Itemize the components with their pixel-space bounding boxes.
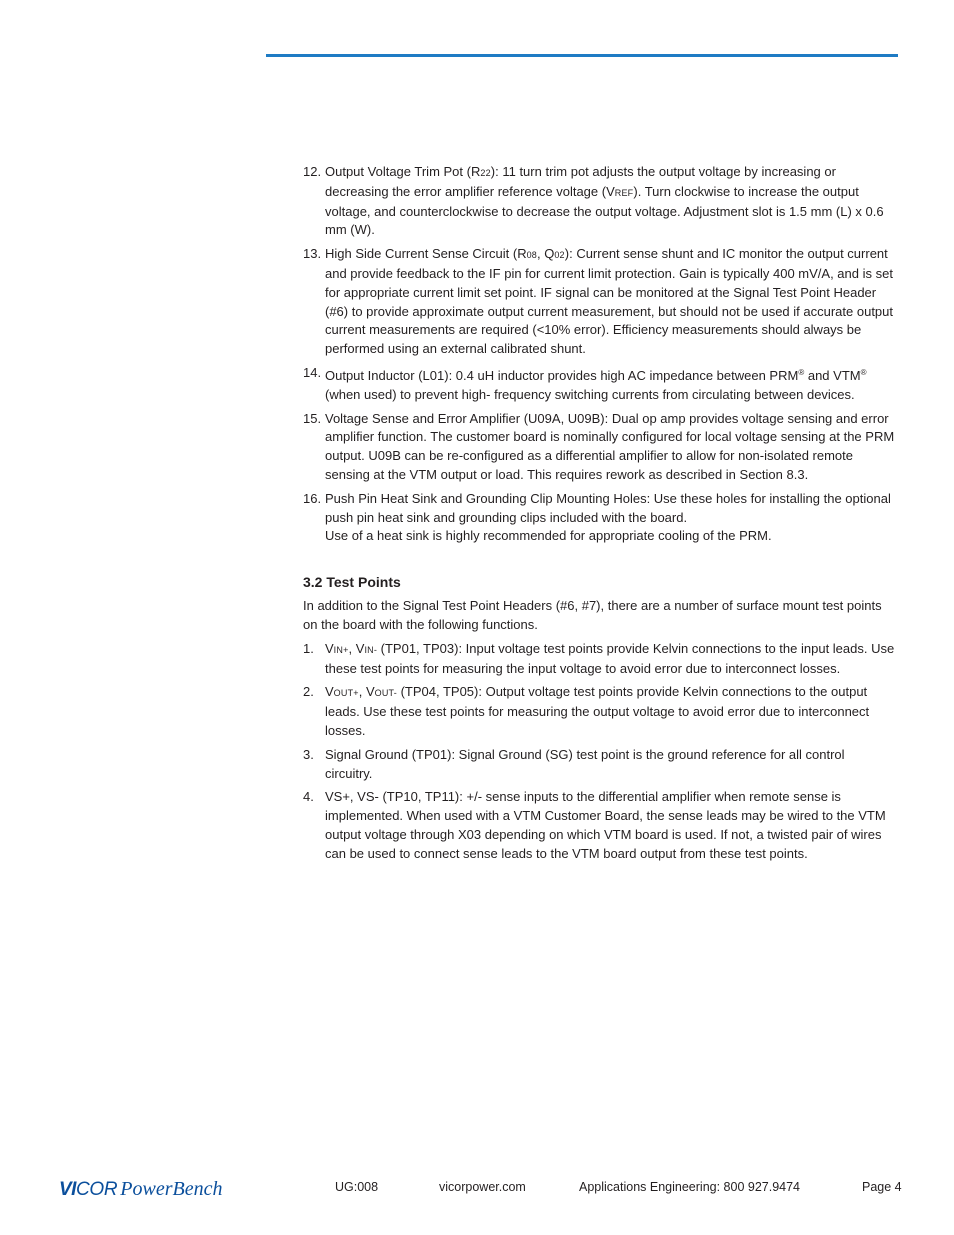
subscript: IN+ (333, 644, 349, 655)
list-item (303, 746, 895, 784)
logo-powerbench: PowerBench (120, 1178, 223, 1200)
list-item-text (325, 747, 845, 781)
list-item (303, 364, 895, 405)
subscript: OUT+ (333, 688, 359, 699)
text-run: Output Inductor (L01): 0.4 uH inductor provides high AC impedance between PRM (325, 367, 799, 383)
section-heading: 3.2 Test Points (303, 574, 401, 591)
header-rule (266, 54, 898, 57)
text-run: ): 11 turn trim pot adjusts the output voltage by increasing or decreasing the error amplifier reference voltage (V (325, 164, 836, 199)
list-item (303, 640, 895, 679)
text-run: V (325, 640, 334, 656)
subscript: 22 (480, 168, 491, 178)
list-item-text (325, 491, 891, 544)
text-run: High Side Current Sense Circuit (R (325, 246, 527, 262)
vicor-powerbench-logo (59, 1178, 222, 1202)
list-item-number: 4. (303, 789, 314, 805)
list-item-text (325, 368, 867, 402)
text-run: (when used) to prevent high- frequency switching currents from circulating between devices. (325, 386, 855, 402)
list-item-number: 13. (303, 246, 322, 262)
logo-vi: VI (59, 1179, 76, 1200)
list-item (303, 490, 895, 546)
subscript: IN- (364, 644, 378, 655)
subscript: 02 (554, 250, 565, 261)
list-item-text (325, 641, 894, 676)
subscript: 08 (526, 250, 537, 261)
page-number: Page 4 (862, 1180, 902, 1194)
list-item (303, 410, 895, 485)
footer (0, 1178, 954, 1202)
list-item-text (325, 411, 894, 482)
page-content (303, 163, 895, 864)
text-run: Push Pin Heat Sink and Grounding Clip Mounting Holes: Use these holes for installing the optional push pin heat sink and grounding clips included with the board. (325, 490, 891, 525)
text-run: Voltage Sense and Error Amplifier (U09A, U09B): Dual op amp provides voltage sensing and error amplifier function. The customer board is nominally configured for local voltage sensing at the PRM output. U09B can be re-configured as a differential amplifier to allow for non-isolated remote sensing at the VTM output or load. This requires rework as described in Section 8.3. (325, 410, 895, 482)
logo-cor: COR (75, 1179, 118, 1200)
text-run: VS+, VS- (TP10, TP11): +/- sense inputs to the differential amplifier when remote sense is implemented. When used with a VTM Customer Board, the sense leads may be wired to the VTM output voltage through X03 depending on which VTM board is used. If not, a twisted pair of wires can be used to connect sense leads to the VTM board output from these test points. (325, 789, 886, 861)
registered-mark: ® (860, 367, 867, 377)
text-run: Signal Ground (TP01): Signal Ground (SG) test point is the ground reference for all control circuitry. (325, 746, 845, 781)
list-item-text (325, 246, 893, 356)
text-run: (TP01, TP03): Input voltage test points provide Kelvin connections to the input leads. Use these test points for measuring the input voltage to avoid error due to interconnect losses. (325, 640, 895, 676)
list-item-number: 3. (303, 746, 314, 762)
list-item-text (325, 164, 884, 237)
section-intro: In addition to the Signal Test Point Headers (#6, #7), there are a number of surface mount test points on the board with the following functions. (303, 598, 882, 632)
list-item-number: 14. (303, 364, 322, 380)
text-run: V (325, 684, 334, 700)
registered-mark: ® (798, 367, 805, 377)
component-description-list (303, 163, 895, 546)
contact-line: Applications Engineering: 800 927.9474 (579, 1180, 801, 1194)
list-item-number: 2. (303, 684, 314, 700)
list-item (303, 245, 895, 359)
text-run: Use of a heat sink is highly recommended for appropriate cooling of the PRM. (325, 528, 772, 544)
test-points-list (303, 640, 895, 864)
text-run: , Q (537, 246, 555, 262)
website: vicorpower.com (439, 1180, 526, 1194)
doc-id: UG:008 (335, 1180, 379, 1194)
list-item-number: 12. (303, 164, 322, 179)
text-run: ). Turn clockwise to increase the output voltage, and counterclockwise to decrease the output voltage. Adjustment slot is 1.5 mm (L) x 0.6 mm (W). (325, 183, 884, 238)
list-item-number: 1. (303, 640, 314, 656)
text-run: ): Current sense shunt and IC monitor the output current and provide feedback to the IF pin for current limit protection. Gain is typically 400 mV/A, and is set for appropriate current limit set point. IF signal can be monitored at the Signal Test Point Header (#6) to provide approximate output current measurement, but should not be used if accurate output current measurements are required (<10% error). Efficiency measurements should always be performed using an external calibrated shunt. (325, 246, 894, 357)
subscript: OUT- (374, 688, 397, 699)
list-item-number: 16. (303, 490, 322, 506)
list-item (303, 163, 895, 240)
list-item (303, 683, 895, 740)
text-run: (TP04, TP05): Output voltage test points provide Kelvin connections to the output leads. Use these test points for measuring the output voltage to avoid error due to interconnect losses. (325, 684, 870, 738)
text-run: and VTM (804, 367, 861, 383)
list-item-text (325, 684, 869, 738)
list-item-number: 15. (303, 410, 322, 426)
text-run: , V (358, 684, 375, 700)
text-run: , V (348, 640, 365, 656)
list-item-text (325, 789, 886, 860)
list-item (303, 788, 895, 863)
text-run: Output Voltage Trim Pot (R (325, 164, 481, 179)
subscript: REF (614, 187, 634, 198)
